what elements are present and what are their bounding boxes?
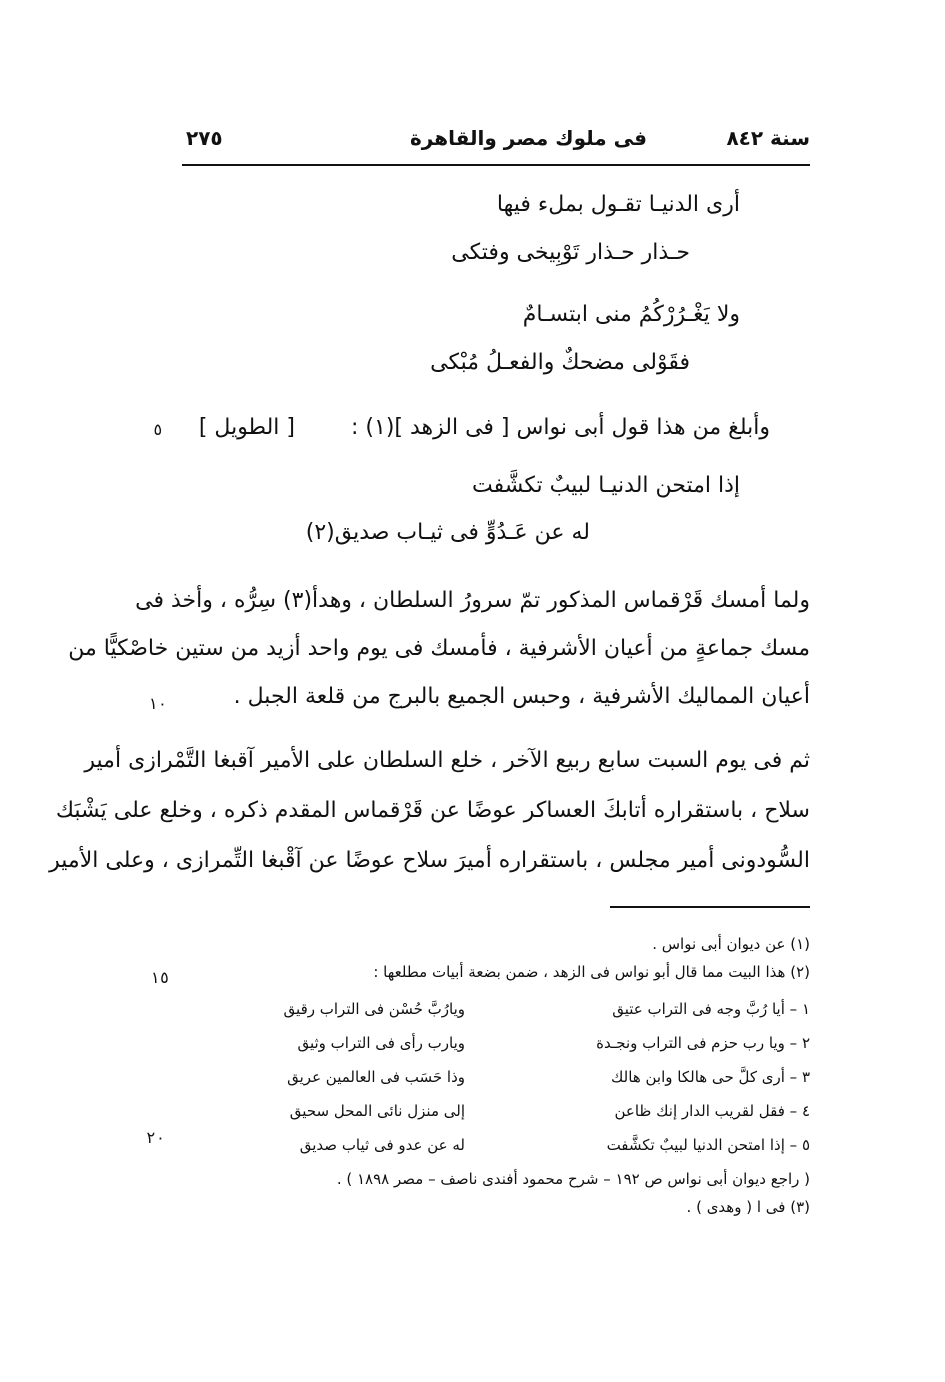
footnote-verse-5a: ٥ – إذا امتحن الدنيا لبيبٌ تكشَّفت — [606, 1136, 810, 1154]
para2-line3: السُّودونى أمير مجلس ، باستقراره أميرَ سلاح عوضًا عن آقْبغا التِّمرازى ، وعلى الأمير — [49, 848, 810, 873]
footnote-verse-4a: ٤ – فقل لقريب الدار إنك ظاعن — [614, 1102, 810, 1120]
margin-number-15: ١٥ — [150, 968, 170, 987]
poem1-line2: حـذار حـذار تَوْبِيخى وفتكى — [451, 240, 690, 265]
footnote-verse-2b: ويارب رأى فى التراب وثيق — [297, 1034, 465, 1052]
footnote-verse-2a: ٢ – ويا رب حزم فى التراب ونجـدة — [596, 1034, 810, 1052]
footnote-3: (٣) فى ا ( وهدى ) . — [686, 1198, 810, 1216]
margin-number-5: ٥ — [153, 420, 163, 439]
margin-number-10: ١٠ — [148, 694, 168, 713]
poem2-line2: له عن عَـدُوٍّ فى ثيـاب صديق(٢) — [305, 520, 590, 545]
para1-line2: مسك جماعةٍ من أعيان الأشرفية ، فأمسك فى يوم واحد أزيد من ستين خاصْكيًّا من — [68, 636, 810, 661]
footnote-verse-5b: له عن عدو فى ثياب صديق — [299, 1136, 465, 1154]
meter-label: [ الطويل ] — [198, 415, 295, 440]
poem2-line1: إذا امتحن الدنيـا لبيبٌ تكشَّفت — [472, 473, 740, 498]
footnote-verse-3a: ٣ – أرى كلَّ حى هالكا وابن هالك — [611, 1068, 810, 1086]
footnote-rule — [610, 906, 810, 908]
footnote-verse-4b: إلى منزل نائى المحل سحيق — [289, 1102, 465, 1120]
poem1-line1: أرى الدنيـا تقـول بملء فيها — [496, 192, 740, 217]
footnote-2: (٢) هذا البيت مما قال أبو نواس فى الزهد ، ضمن بضعة أبيات مطلعها : — [373, 963, 810, 981]
para2-line1: ثم فى يوم السبت سابع ربيع الآخر ، خلع السلطان على الأمير آقبغا التَّمْرازى أمير — [84, 748, 810, 773]
footnote-verse-3b: وذا حَسَب فى العالمين عريق — [287, 1068, 465, 1086]
header-rule — [182, 164, 810, 166]
page-number: ٢٧٥ — [186, 126, 223, 150]
para1-line3: أعيان المماليك الأشرفية ، وحبس الجميع بالبرج من قلعة الجبل . — [233, 684, 810, 709]
poem1-line4: فقَوْلى مضحكٌ والفعـلُ مُبْكى — [430, 350, 690, 375]
margin-number-20: ٢٠ — [146, 1128, 166, 1147]
footnote-verse-1a: ١ – أيا رُبَّ وجه فى التراب عتيق — [612, 1000, 810, 1018]
poem1-line3: ولا يَغْـرُرْكُمُ منى ابتسـامٌ — [522, 302, 740, 327]
para2-line2: سلاح ، باستقراره أتابكَ العساكر عوضًا عن قَرْقماس المقدم ذكره ، وخلع على يَشْبَك — [55, 798, 810, 823]
para1-line1: ولما أمسك قَرْقماس المذكور تمّ سرورُ السلطان ، وهدأ(٣) سِرُّه ، وأخذ فى — [135, 588, 810, 613]
footnote-reference: ( راجع ديوان أبى نواس ص ١٩٢ – شرح محمود أفندى ناصف – مصر ١٨٩٨ ) . — [336, 1170, 810, 1188]
header-year: سنة ٨٤٢ — [726, 126, 810, 150]
footnote-1: (١) عن ديوان أبى نواس . — [652, 935, 810, 953]
header-title: فى ملوك مصر والقاهرة — [410, 126, 647, 150]
intro-line: وأبلغ من هذا قول أبى نواس [ فى الزهد ](١) : — [350, 415, 770, 440]
footnote-verse-1b: ويارُبَّ حُسْن فى التراب رقيق — [283, 1000, 465, 1018]
